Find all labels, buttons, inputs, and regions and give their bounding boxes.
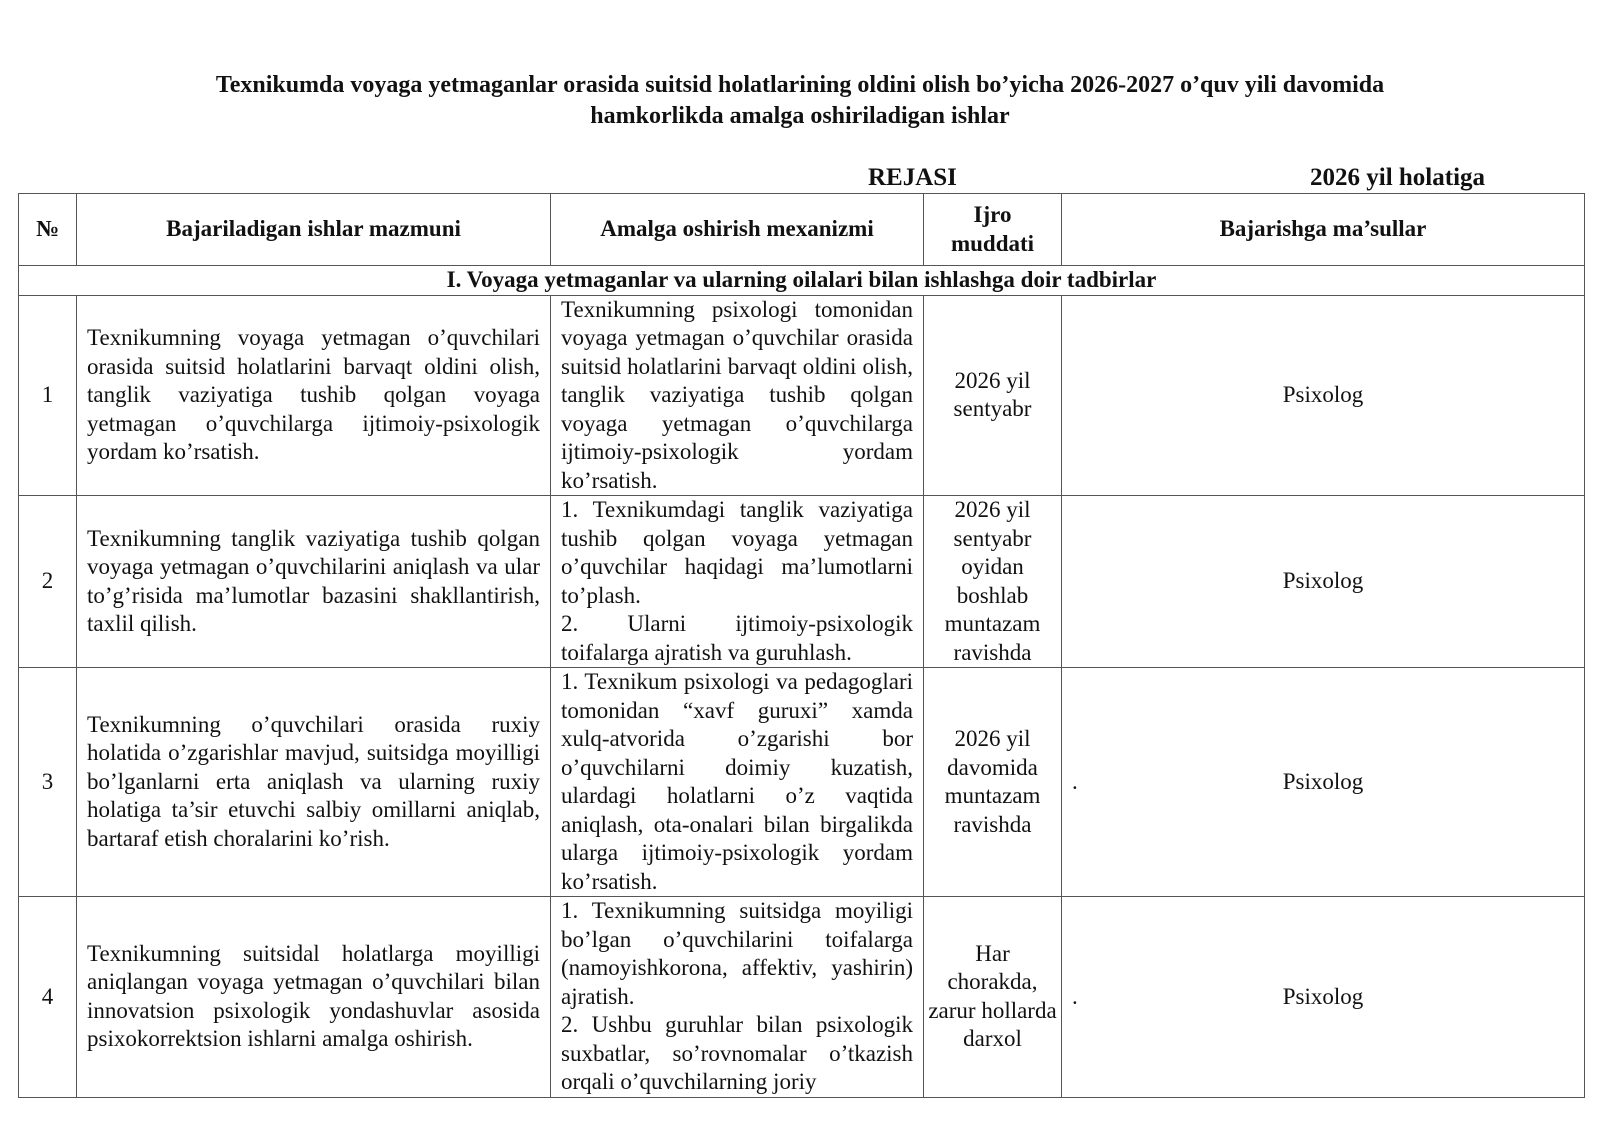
row-mechanism: 1. Texnikum psixologi va pedagoglari tomonidan “xavf guruxi” xamda xulq-atvorida o’zgarishi bor o’quvchilarni doimiy kuzatish, ulardagi holatlarni o’z vaqtida aniqlash, ota-onalari bilan birgalikda ularga ijtimoiy-psixologik yordam ko’rsatish. bbox=[551, 668, 924, 897]
title-line-1: Texnikumda voyaga yetmaganlar orasida suitsid holatlarining oldini olish bo’yicha 2026-2027 o’quv yili davomida bbox=[215, 72, 1385, 98]
section-title: I. Voyaga yetmaganlar va ularning oilalari bilan ishlashga doir tadbirlar bbox=[19, 266, 1585, 296]
row-mechanism: Texnikumning psixologi tomonidan voyaga yetmagan o’quvchilar orasida suitsid holatlarini barvaqt oldini olish, tanglik vaziyatiga tushib qolgan voyaga yetmagan o’quvchilarga ijtimoiy-psixologik yordam ko’rsatish. bbox=[551, 295, 924, 496]
row-mechanism: 1. Texnikumdagi tanglik vaziyatiga tushib qolgan voyaga yetmagan o’quvchilar haqidagi ma’lumotlarni to’plash. 2. Ularni ijtimoiy-psixologik toifalarga ajratish va guruhlash. bbox=[551, 496, 924, 668]
row-responsible-cell bbox=[1062, 897, 1585, 1098]
column-header-responsible: Bajarishga ma’sullar bbox=[1062, 194, 1585, 266]
row-responsible-cell bbox=[1062, 668, 1585, 897]
row-deadline: Har chorakda, zarur hollarda darxol bbox=[924, 897, 1062, 1098]
status-date-label: 2026 yil holatiga bbox=[1310, 164, 1486, 191]
row-number: 4 bbox=[19, 897, 77, 1098]
row-deadline: 2026 yil sentyabr oyidan boshlab muntazam ravishda bbox=[924, 496, 1062, 668]
section-row bbox=[19, 266, 1585, 296]
row-marker: . bbox=[1072, 983, 1078, 1009]
row-responsible: Psixolog bbox=[1282, 568, 1364, 594]
plan-table bbox=[18, 193, 1585, 1098]
document-title bbox=[100, 70, 1500, 132]
row-number: 1 bbox=[19, 295, 77, 496]
row-number: 2 bbox=[19, 496, 77, 668]
row-number: 3 bbox=[19, 668, 77, 897]
table-row bbox=[19, 897, 1585, 1098]
table-row bbox=[19, 496, 1585, 668]
column-header-content: Bajariladigan ishlar mazmuni bbox=[77, 194, 551, 266]
plan-label: REJASI bbox=[868, 164, 957, 191]
row-responsible: Psixolog bbox=[1282, 382, 1364, 407]
row-deadline: 2026 yil sentyabr bbox=[924, 295, 1062, 496]
title-line-2: hamkorlikda amalga oshiriladigan ishlar bbox=[590, 103, 1010, 129]
column-header-deadline: Ijro muddati bbox=[924, 194, 1062, 266]
row-content: Texnikumning suitsidal holatlarga moyilligi aniqlangan voyaga yetmagan o’quvchilari bilan innovatsion psixologik yondashuvlar asosida psixokorrektsion ishlarni amalga oshirish. bbox=[77, 897, 551, 1098]
row-mechanism: 1. Texnikumning suitsidga moyiligi bo’lgan o’quvchilarini toifalarga (namoyishkorona, affektiv, yashirin) ajratish. 2. Ushbu guruhlar bilan psixologik suxbatlar, so’rovnomalar o’tkazish orqali o’quvchilarning joriy bbox=[551, 897, 924, 1098]
row-content: Texnikumning voyaga yetmagan o’quvchilari orasida suitsid holatlarini barvaqt oldini olish, tanglik vaziyatiga tushib qolgan voyaga yetmagan o’quvchilarga ijtimoiy-psixologik yordam ko’rsatish. bbox=[77, 295, 551, 496]
row-content: Texnikumning o’quvchilari orasida ruxiy holatida o’zgarishlar mavjud, suitsidga moyilligi bo’lganlarni erta aniqlash va ularning ruxiy holatiga ta’sir etuvchi salbiy omillarni aniqlab, bartaraf etish choralarini ko’rish. bbox=[77, 668, 551, 897]
row-responsible-cell bbox=[1062, 295, 1585, 496]
row-content: Texnikumning tanglik vaziyatiga tushib qolgan voyaga yetmagan o’quvchilarini aniqlash va ular to’g’risida ma’lumotlar bazasini shakllantirish, taxlil qilish. bbox=[77, 496, 551, 668]
row-responsible: Psixolog bbox=[1282, 983, 1364, 1009]
table-row bbox=[19, 295, 1585, 496]
row-responsible-cell bbox=[1062, 496, 1585, 668]
column-header-mechanism: Amalga oshirish mexanizmi bbox=[551, 194, 924, 266]
row-responsible: Psixolog bbox=[1282, 768, 1364, 794]
column-header-number: № bbox=[19, 194, 77, 266]
row-deadline: 2026 yil davomida muntazam ravishda bbox=[924, 668, 1062, 897]
row-marker: . bbox=[1072, 768, 1078, 794]
table-row bbox=[19, 668, 1585, 897]
table-header-row bbox=[19, 194, 1585, 266]
